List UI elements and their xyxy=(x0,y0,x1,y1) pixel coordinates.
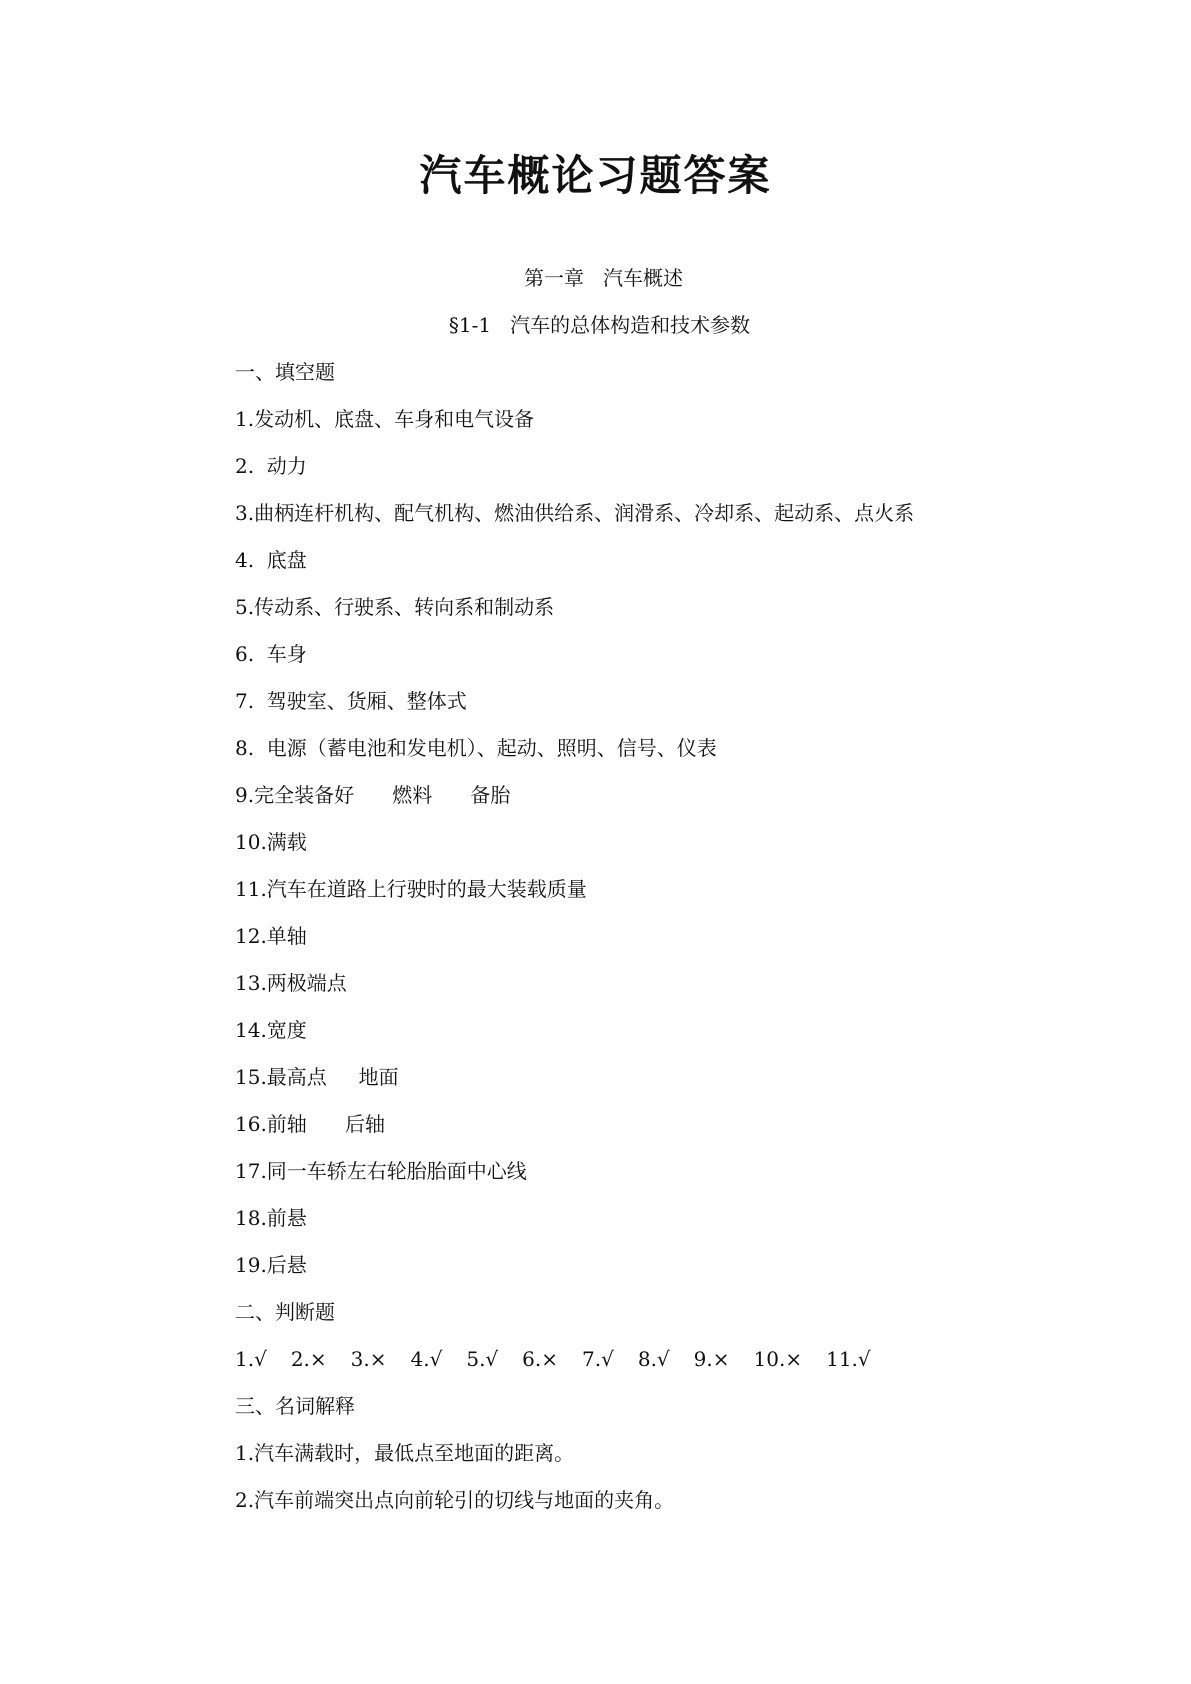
answer-item: 16.前轴 后轴 xyxy=(235,1112,385,1136)
part2-heading: 二、判断题 xyxy=(235,1300,335,1324)
part3-heading: 三、名词解释 xyxy=(235,1394,355,1418)
answer-item: 18.前悬 xyxy=(235,1206,307,1230)
definition-item: 2.汽车前端突出点向前轮引的切线与地面的夹角。 xyxy=(235,1488,675,1512)
chapter-heading: 第一章 汽车概述 xyxy=(523,266,684,290)
term-definitions xyxy=(235,1438,1135,1532)
section-heading: §1-1 汽车的总体构造和技术参数 xyxy=(448,313,751,337)
document-title: 汽车概论习题答案 xyxy=(419,151,772,200)
judgment-answer: 7.√ xyxy=(582,1347,614,1371)
answer-item: 19.后悬 xyxy=(235,1253,307,1277)
answer-content xyxy=(235,357,1135,1532)
judgment-answer: 4.√ xyxy=(410,1347,443,1371)
definition-item: 1.汽车满载时，最低点至地面的距离。 xyxy=(235,1441,575,1465)
answer-item: 9.完全装备好 燃料 备胎 xyxy=(235,783,511,807)
true-false-answers xyxy=(235,1344,1135,1391)
judgment-answer: 9.× xyxy=(693,1347,730,1371)
answer-item: 5.传动系、行驶系、转向系和制动系 xyxy=(235,595,555,619)
answer-item: 7. 驾驶室、货厢、整体式 xyxy=(235,689,467,713)
answer-item: 14.宽度 xyxy=(235,1018,307,1042)
judgment-answer: 1.√ xyxy=(235,1347,267,1371)
answer-item: 4. 底盘 xyxy=(235,548,307,572)
answer-item: 1.发动机、底盘、车身和电气设备 xyxy=(235,407,535,431)
answer-item: 13.两极端点 xyxy=(235,971,347,995)
fill-in-answers xyxy=(235,404,1135,1297)
judgment-answer: 10.× xyxy=(753,1347,803,1371)
answer-item: 17.同一车轿左右轮胎胎面中心线 xyxy=(235,1159,527,1183)
answer-item: 3.曲柄连杆机构、配气机构、燃油供给系、润滑系、冷却系、起动系、点火系 xyxy=(235,501,915,525)
answer-item: 6. 车身 xyxy=(235,642,307,666)
judgment-answer: 6.× xyxy=(522,1347,559,1371)
answer-item: 2. 动力 xyxy=(235,454,307,478)
judgment-answer: 5.√ xyxy=(466,1347,499,1371)
answer-item: 15.最高点 地面 xyxy=(235,1065,399,1089)
judgment-answer: 11.√ xyxy=(826,1347,871,1371)
answer-item: 8. 电源（蓄电池和发电机）、起动、照明、信号、仪表 xyxy=(235,736,717,760)
judgment-answer: 8.√ xyxy=(637,1347,670,1371)
answer-item: 12.单轴 xyxy=(235,924,307,948)
answer-item: 11.汽车在道路上行驶时的最大装载质量 xyxy=(235,877,587,901)
judgment-answer: 2.× xyxy=(290,1347,327,1371)
judgment-answer: 3.× xyxy=(350,1347,387,1371)
answer-item: 10.满载 xyxy=(235,830,307,854)
part1-heading: 一、填空题 xyxy=(235,360,335,384)
